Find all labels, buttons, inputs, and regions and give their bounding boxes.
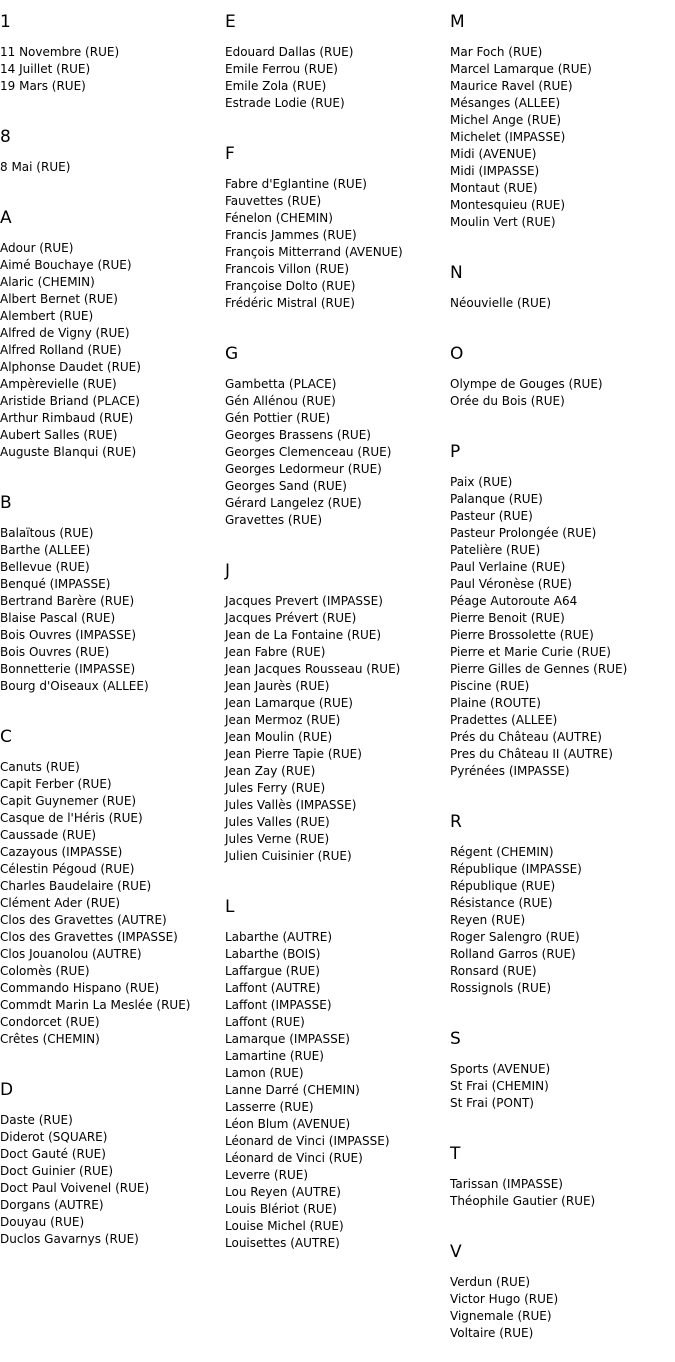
street-entry: Jean Moulin (RUE): [225, 730, 333, 744]
street-list: [225, 176, 450, 312]
street-entry: Daste (RUE): [0, 1113, 73, 1127]
street-entry: Emile Ferrou (RUE): [225, 62, 338, 76]
street-entry: Jean Pierre Tapie (RUE): [225, 747, 362, 761]
street-list: [0, 525, 225, 695]
street-entry: Maurice Ravel (RUE): [450, 79, 573, 93]
street-entry: Jean Mermoz (RUE): [225, 713, 341, 727]
street-entry: Gén Pottier (RUE): [225, 411, 331, 425]
street-entry: Lanne Darré (CHEMIN): [225, 1083, 360, 1097]
street-entry: Régent (CHEMIN): [450, 845, 554, 859]
street-entry: Louise Michel (RUE): [225, 1219, 344, 1233]
section-letter: E: [225, 12, 236, 32]
index-section: [225, 144, 450, 332]
street-entry: St Frai (CHEMIN): [450, 1079, 549, 1093]
street-entry: 14 Juillet (RUE): [0, 62, 91, 76]
section-letter: R: [450, 812, 462, 832]
street-entry: Léonard de Vinci (RUE): [225, 1151, 363, 1165]
street-entry: Michel Ange (RUE): [450, 113, 562, 127]
street-entry: Labarthe (BOIS): [225, 947, 321, 961]
index-section: [0, 127, 225, 196]
street-entry: 11 Novembre (RUE): [0, 45, 120, 59]
street-entry: Jacques Prévert (RUE): [225, 611, 357, 625]
street-list: [450, 376, 675, 410]
column-1: [0, 0, 225, 1268]
index-section: [450, 812, 675, 1017]
street-entry: Patelière (RUE): [450, 543, 541, 557]
street-entry: Mésanges (ALLEE): [450, 96, 561, 110]
street-list: [450, 1274, 675, 1342]
index-section: [450, 263, 675, 332]
street-entry: François Mitterrand (AVENUE): [225, 245, 403, 259]
street-entry: Julien Cuisinier (RUE): [225, 849, 352, 863]
street-entry: Laffont (AUTRE): [225, 981, 321, 995]
index-section: [450, 442, 675, 800]
street-entry: St Frai (PONT): [450, 1096, 534, 1110]
street-entry: Casque de l'Héris (RUE): [0, 811, 143, 825]
street-list: [450, 1061, 675, 1112]
street-entry: Paul Verlaine (RUE): [450, 560, 566, 574]
street-entry: Doct Paul Voivenel (RUE): [0, 1181, 150, 1195]
street-entry: Crêtes (CHEMIN): [0, 1032, 100, 1046]
street-entry: Diderot (SQUARE): [0, 1130, 108, 1144]
street-list: [225, 929, 450, 1252]
index-section: [450, 1144, 675, 1230]
street-entry: Voltaire (RUE): [450, 1326, 534, 1340]
street-entry: Olympe de Gouges (RUE): [450, 377, 603, 391]
street-entry: Aubert Salles (RUE): [0, 428, 118, 442]
street-entry: Lamartine (RUE): [225, 1049, 324, 1063]
street-list: [0, 759, 225, 1048]
street-entry: Piscine (RUE): [450, 679, 530, 693]
street-entry: Lamarque (IMPASSE): [225, 1032, 350, 1046]
street-list: [0, 1112, 225, 1248]
section-letter: 1: [0, 12, 11, 32]
street-entry: Gravettes (RUE): [225, 513, 322, 527]
street-entry: Théophile Gautier (RUE): [450, 1194, 596, 1208]
street-entry: Lamon (RUE): [225, 1066, 304, 1080]
index-section: [225, 344, 450, 549]
street-entry: Jules Ferry (RUE): [225, 781, 326, 795]
section-letter: N: [450, 263, 463, 283]
street-entry: Douyau (RUE): [0, 1215, 85, 1229]
street-entry: Edouard Dallas (RUE): [225, 45, 354, 59]
street-entry: Bellevue (RUE): [0, 560, 90, 574]
street-entry: Canuts (RUE): [0, 760, 80, 774]
street-entry: Pierre Benoit (RUE): [450, 611, 565, 625]
index-section: [0, 208, 225, 481]
street-entry: Rossignols (RUE): [450, 981, 552, 995]
street-entry: Francis Jammes (RUE): [225, 228, 357, 242]
column-2: [225, 0, 450, 1272]
street-entry: Frédéric Mistral (RUE): [225, 296, 355, 310]
section-letter: L: [225, 897, 235, 917]
street-entry: Bourg d'Oiseaux (ALLEE): [0, 679, 149, 693]
street-entry: Doct Gauté (RUE): [0, 1147, 106, 1161]
street-entry: Charles Baudelaire (RUE): [0, 879, 152, 893]
street-entry: Roger Salengro (RUE): [450, 930, 580, 944]
street-list: [225, 44, 450, 112]
street-entry: Laffont (RUE): [225, 1015, 305, 1029]
street-entry: Reyen (RUE): [450, 913, 526, 927]
street-list: [0, 159, 225, 176]
index-section: [0, 493, 225, 715]
street-entry: Paul Véronèse (RUE): [450, 577, 572, 591]
street-entry: Prés du Château (AUTRE): [450, 730, 602, 744]
index-section: [0, 12, 225, 115]
street-entry: Bois Ouvres (RUE): [0, 645, 110, 659]
index-section: [450, 344, 675, 430]
street-entry: Barthe (ALLEE): [0, 543, 91, 557]
street-entry: Blaise Pascal (RUE): [0, 611, 116, 625]
street-entry: Duclos Gavarnys (RUE): [0, 1232, 139, 1246]
street-entry: 19 Mars (RUE): [0, 79, 86, 93]
section-letter: V: [450, 1242, 462, 1262]
street-list: [225, 376, 450, 529]
street-entry: Alfred Rolland (RUE): [0, 343, 122, 357]
street-entry: Commdt Marin La Meslée (RUE): [0, 998, 191, 1012]
street-entry: Résistance (RUE): [450, 896, 553, 910]
street-list: [225, 593, 450, 865]
section-letter: G: [225, 344, 239, 364]
street-entry: Dorgans (AUTRE): [0, 1198, 104, 1212]
section-letter: C: [0, 727, 12, 747]
street-entry: Péage Autoroute A64: [450, 594, 578, 608]
index-section: [0, 727, 225, 1068]
street-entry: Clément Ader (RUE): [0, 896, 121, 910]
street-entry: Jean de La Fontaine (RUE): [225, 628, 382, 642]
street-entry: Gambetta (PLACE): [225, 377, 337, 391]
street-entry: Bois Ouvres (IMPASSE): [0, 628, 136, 642]
street-entry: Jean Zay (RUE): [225, 764, 316, 778]
street-entry: Midi (AVENUE): [450, 147, 537, 161]
street-entry: Mar Foch (RUE): [450, 45, 543, 59]
street-entry: Capit Ferber (RUE): [0, 777, 112, 791]
index-section: [225, 12, 450, 132]
street-entry: Capit Guynemer (RUE): [0, 794, 137, 808]
street-entry: Estrade Lodie (RUE): [225, 96, 345, 110]
street-entry: Condorcet (RUE): [0, 1015, 100, 1029]
street-entry: Montaut (RUE): [450, 181, 538, 195]
section-letter: J: [225, 561, 231, 581]
section-letter: P: [450, 442, 461, 462]
street-entry: Pasteur (RUE): [450, 509, 533, 523]
street-entry: Clos des Gravettes (IMPASSE): [0, 930, 178, 944]
index-section: [450, 1029, 675, 1132]
street-entry: Labarthe (AUTRE): [225, 930, 333, 944]
index-section: [0, 1080, 225, 1268]
index-section: [450, 1242, 675, 1362]
street-entry: Orée du Bois (RUE): [450, 394, 565, 408]
street-list: [450, 295, 675, 312]
street-entry: Jean Jacques Rousseau (RUE): [225, 662, 401, 676]
street-entry: Louisettes (AUTRE): [225, 1236, 340, 1250]
street-entry: Pyrénées (IMPASSE): [450, 764, 570, 778]
street-entry: Alembert (RUE): [0, 309, 94, 323]
street-entry: Lou Reyen (AUTRE): [225, 1185, 341, 1199]
section-letter: O: [450, 344, 464, 364]
street-list: [450, 474, 675, 780]
street-entry: Moulin Vert (RUE): [450, 215, 556, 229]
street-entry: Fabre d'Eglantine (RUE): [225, 177, 367, 191]
street-entry: Jules Valles (RUE): [225, 815, 330, 829]
street-entry: Françoise Dolto (RUE): [225, 279, 356, 293]
street-entry: Tarissan (IMPASSE): [450, 1177, 563, 1191]
street-entry: Pradettes (ALLEE): [450, 713, 558, 727]
street-list: [0, 44, 225, 95]
section-letter: S: [450, 1029, 461, 1049]
street-entry: Néouvielle (RUE): [450, 296, 552, 310]
street-entry: Alphonse Daudet (RUE): [0, 360, 141, 374]
street-entry: Georges Brassens (RUE): [225, 428, 371, 442]
street-entry: Emile Zola (RUE): [225, 79, 327, 93]
street-entry: Cazayous (IMPASSE): [0, 845, 123, 859]
street-entry: Vignemale (RUE): [450, 1309, 552, 1323]
section-letter: 8: [0, 127, 11, 147]
street-entry: République (RUE): [450, 879, 556, 893]
street-entry: Victor Hugo (RUE): [450, 1292, 559, 1306]
street-entry: Bertrand Barère (RUE): [0, 594, 135, 608]
street-entry: Palanque (RUE): [450, 492, 543, 506]
street-entry: Pierre Gilles de Gennes (RUE): [450, 662, 628, 676]
street-list: [0, 240, 225, 461]
street-entry: Jacques Prevert (IMPASSE): [225, 594, 383, 608]
section-letter: T: [450, 1144, 461, 1164]
street-entry: Albert Bernet (RUE): [0, 292, 118, 306]
street-entry: Leverre (RUE): [225, 1168, 308, 1182]
index-section: [225, 561, 450, 885]
street-entry: Jules Vallès (IMPASSE): [225, 798, 357, 812]
street-entry: Léon Blum (AVENUE): [225, 1117, 351, 1131]
street-entry: Lasserre (RUE): [225, 1100, 314, 1114]
section-letter: B: [0, 493, 12, 513]
street-entry: Caussade (RUE): [0, 828, 97, 842]
section-letter: F: [225, 144, 235, 164]
street-entry: Balaïtous (RUE): [0, 526, 94, 540]
street-entry: Arthur Rimbaud (RUE): [0, 411, 134, 425]
street-entry: Pasteur Prolongée (RUE): [450, 526, 597, 540]
street-entry: Célestin Pégoud (RUE): [0, 862, 135, 876]
street-entry: Pres du Château II (AUTRE): [450, 747, 613, 761]
street-entry: Jean Jaurès (RUE): [225, 679, 330, 693]
street-entry: Jules Verne (RUE): [225, 832, 330, 846]
street-entry: Clos des Gravettes (AUTRE): [0, 913, 167, 927]
street-entry: Commando Hispano (RUE): [0, 981, 160, 995]
street-entry: Ampèrevielle (RUE): [0, 377, 117, 391]
street-entry: Midi (IMPASSE): [450, 164, 540, 178]
street-entry: Ronsard (RUE): [450, 964, 537, 978]
street-entry: Plaine (ROUTE): [450, 696, 541, 710]
section-letter: M: [450, 12, 465, 32]
street-entry: Clos Jouanolou (AUTRE): [0, 947, 142, 961]
street-entry: République (IMPASSE): [450, 862, 582, 876]
street-entry: 8 Mai (RUE): [0, 160, 71, 174]
street-entry: Fauvettes (RUE): [225, 194, 322, 208]
street-entry: Gén Allénou (RUE): [225, 394, 336, 408]
street-entry: Michelet (IMPASSE): [450, 130, 566, 144]
street-entry: Aimé Bouchaye (RUE): [0, 258, 132, 272]
section-letter: A: [0, 208, 12, 228]
street-entry: Rolland Garros (RUE): [450, 947, 576, 961]
street-entry: Gérard Langelez (RUE): [225, 496, 362, 510]
street-entry: Fénelon (CHEMIN): [225, 211, 333, 225]
street-entry: Marcel Lamarque (RUE): [450, 62, 592, 76]
street-entry: Léonard de Vinci (IMPASSE): [225, 1134, 390, 1148]
street-entry: Laffargue (RUE): [225, 964, 320, 978]
index-section: [225, 897, 450, 1272]
street-entry: Georges Sand (RUE): [225, 479, 347, 493]
street-entry: Benqué (IMPASSE): [0, 577, 111, 591]
street-entry: Colomès (RUE): [0, 964, 90, 978]
street-entry: Paix (RUE): [450, 475, 513, 489]
street-entry: Adour (RUE): [0, 241, 74, 255]
street-entry: Georges Clemenceau (RUE): [225, 445, 392, 459]
street-entry: Georges Ledormeur (RUE): [225, 462, 382, 476]
street-entry: Aristide Briand (PLACE): [0, 394, 140, 408]
street-entry: Bonnetterie (IMPASSE): [0, 662, 136, 676]
street-entry: Auguste Blanqui (RUE): [0, 445, 137, 459]
street-entry: Louis Blériot (RUE): [225, 1202, 337, 1216]
street-entry: Laffont (IMPASSE): [225, 998, 332, 1012]
street-entry: Jean Lamarque (RUE): [225, 696, 353, 710]
index-section: [450, 12, 675, 251]
street-entry: Francois Villon (RUE): [225, 262, 350, 276]
column-3: [450, 0, 675, 1362]
street-entry: Alfred de Vigny (RUE): [0, 326, 130, 340]
street-list: [450, 1176, 675, 1210]
street-entry: Sports (AVENUE): [450, 1062, 551, 1076]
street-entry: Jean Fabre (RUE): [225, 645, 326, 659]
street-entry: Pierre et Marie Curie (RUE): [450, 645, 611, 659]
section-letter: D: [0, 1080, 14, 1100]
street-entry: Alaric (CHEMIN): [0, 275, 95, 289]
street-list: [450, 844, 675, 997]
street-list: [450, 44, 675, 231]
street-entry: Montesquieu (RUE): [450, 198, 566, 212]
street-entry: Verdun (RUE): [450, 1275, 531, 1289]
street-entry: Doct Guinier (RUE): [0, 1164, 114, 1178]
street-entry: Pierre Brossolette (RUE): [450, 628, 594, 642]
